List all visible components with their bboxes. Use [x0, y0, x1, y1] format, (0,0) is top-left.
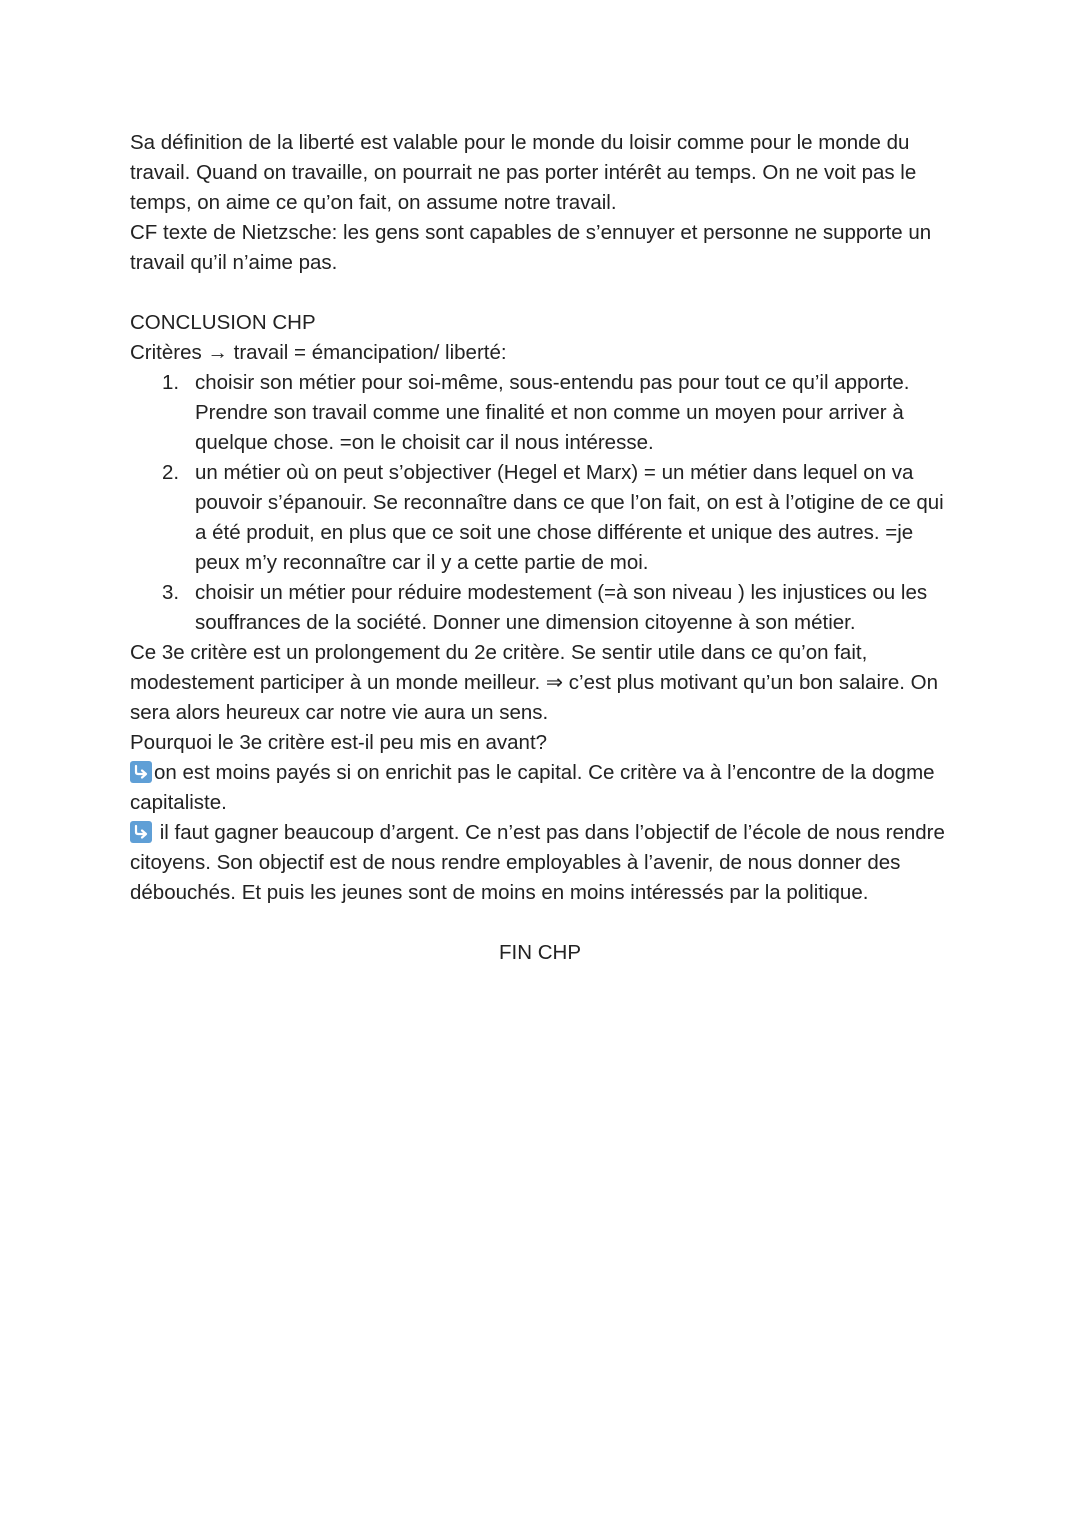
document-page — [130, 128, 960, 968]
intro-paragraph-1: Sa définition de la liberté est valable pour le monde du loisir comme pour le monde du travail. Quand on travaille, on pourrait ne pas porter intérêt au temps. On ne voit pas le temps, on aime ce qu’on fait, on assume notre travail. — [130, 131, 917, 214]
criteria-item — [162, 458, 960, 578]
answer-1 — [130, 758, 960, 818]
return-arrow-icon — [130, 821, 152, 843]
spacer — [130, 908, 960, 938]
return-arrow-icon — [130, 761, 152, 783]
criteria-item — [162, 368, 960, 458]
conclusion-heading: CONCLUSION CHP — [130, 311, 316, 334]
criteria-number: 1. — [162, 371, 180, 394]
intro-paragraph-2: CF texte de Nietzsche: les gens sont capables de s’ennuyer et personne ne supporte un travail qu’il n’aime pas. — [130, 221, 932, 274]
criteria-text: un métier où on peut s’objectiver (Hegel et Marx) = un métier dans lequel on va pouvoir s’épanouir. Se reconnaître dans ce que l’on fait, on est à l’otigine de ce qui a été produit, en plus que ce soit une chose différente et unique des autres. =je peux m’y reconnaître car il y a cette partie de moi. — [195, 461, 944, 574]
question-line: Pourquoi le 3e critère est-il peu mis en avant? — [130, 731, 548, 754]
answer-2-text: il faut gagner beaucoup d’argent. Ce n’est pas dans l’objectif de l’école de nous rendre citoyens. Son objectif est de nous rendre employables à l’avenir, de nous donner des débouchés. Et puis les jeunes sont de moins en moins intéressés par la politique. — [130, 821, 945, 904]
criteria-list — [130, 368, 960, 638]
criteria-text: choisir son métier pour soi-même, sous-entendu pas pour tout ce qu’il apporte. Prendre son travail comme une finalité et non comme un moyen pour arriver à quelque chose. =on le choisit car il nous intéresse. — [195, 371, 910, 454]
criteria-title: Critères → travail = émancipation/ liberté: — [130, 341, 507, 364]
criteria-text: choisir un métier pour réduire modestement (=à son niveau ) les injustices ou les souffrances de la société. Donner une dimension citoyenne à son métier. — [195, 581, 928, 634]
criteria-number: 2. — [162, 461, 180, 484]
conclusion-paragraph: Ce 3e critère est un prolongement du 2e critère. Se sentir utile dans ce qu’on fait, modestement participer à un monde meilleur. ⇒ c’est plus motivant qu’un bon salaire. On sera alors heureux car notre vie aura un sens. — [130, 641, 938, 724]
answer-2 — [130, 818, 960, 908]
end-label: FIN CHP — [499, 941, 581, 964]
criteria-number: 3. — [162, 581, 180, 604]
answer-1-text: on est moins payés si on enrichit pas le capital. Ce critère va à l’encontre de la dogme capitaliste. — [130, 761, 935, 814]
spacer — [130, 278, 960, 308]
criteria-item — [162, 578, 960, 638]
